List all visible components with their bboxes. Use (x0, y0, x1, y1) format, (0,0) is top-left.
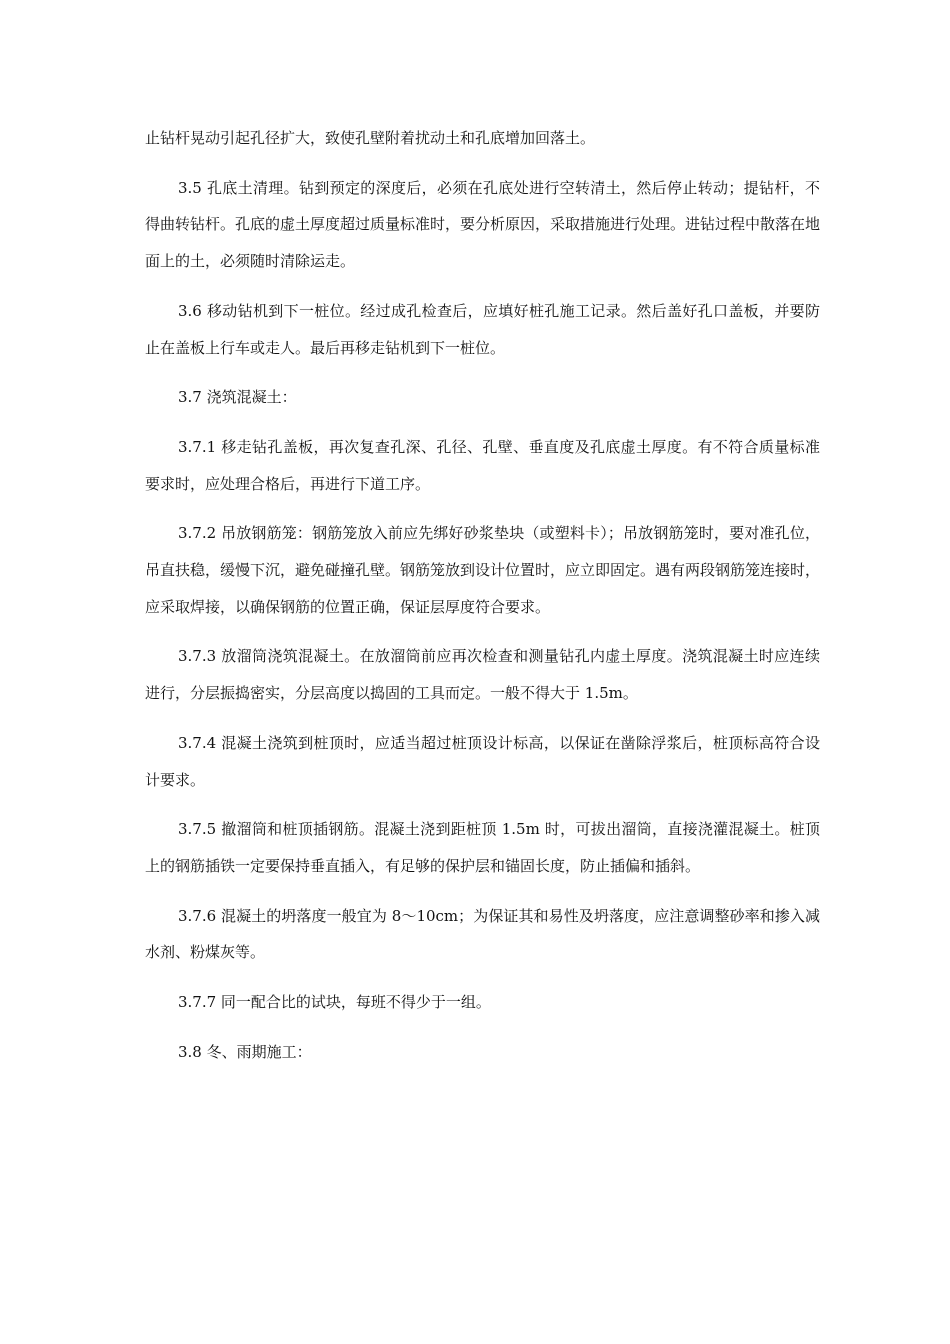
paragraph-continuation: 止钻杆晃动引起孔径扩大，致使孔壁附着扰动土和孔底增加回落土。 (145, 129, 596, 147)
paragraph-3-7-5: 3.7.5 撤溜筒和桩顶插钢筋。混凝土浇到距桩顶 1.5m 时，可拔出溜筒，直接浇灌混凝土。桩顶上的钢筋插铁一定要保持垂直插入，有足够的保护层和锚固长度，防止插偏和插斜。 (145, 820, 820, 875)
paragraph-3-7-7: 3.7.7 同一配合比的试块，每班不得少于一组。 (178, 993, 491, 1012)
paragraph-3-7: 3.7 浇筑混凝土： (178, 388, 297, 407)
paragraph-3-7-1: 3.7.1 移走钻孔盖板，再次复查孔深、孔径、孔壁、垂直度及孔底虚土厚度。有不符合质量标准要求时，应处理合格后，再进行下道工序。 (145, 437, 820, 493)
paragraph-3-7-4: 3.7.4 混凝土浇筑到桩顶时，应适当超过桩顶设计标高，以保证在凿除浮浆后，桩顶标高符合设计要求。 (145, 733, 820, 789)
paragraph-3-7-2: 3.7.2 吊放钢筋笼：钢筋笼放入前应先绑好砂浆垫块（或塑料卡）；吊放钢筋笼时，要对准孔位，吊直扶稳，缓慢下沉，避免碰撞孔壁。钢筋笼放到设计位置时，应立即固定。遇有两段钢筋笼连接时，应采取焊接，以确保钢筋的位置正确，保证层厚度符合要求。 (145, 524, 821, 616)
paragraph-3-7-6: 3.7.6 混凝土的坍落度一般宜为 8～10cm；为保证其和易性及坍落度，应注意调整砂率和掺入减水剂、粉煤灰等。 (145, 906, 820, 962)
document-body (145, 120, 820, 1083)
paragraph-3-6: 3.6 移动钻机到下一桩位。经过成孔检查后，应填好桩孔施工记录。然后盖好孔口盖板，并要防止在盖板上行车或走人。最后再移走钻机到下一桩位。 (145, 301, 820, 357)
paragraph-3-5: 3.5 孔底土清理。钻到预定的深度后，必须在孔底处进行空转清土，然后停止转动；提钻杆，不得曲转钻杆。孔底的虚土厚度超过质量标准时，要分析原因，采取措施进行处理。进钻过程中散落在地面上的土，必须随时清除运走。 (145, 178, 821, 271)
paragraph-3-8: 3.8 冬、雨期施工： (178, 1042, 312, 1061)
paragraph-3-7-3: 3.7.3 放溜筒浇筑混凝土。在放溜筒前应再次检查和测量钻孔内虚土厚度。浇筑混凝土时应连续进行，分层振捣密实，分层高度以捣固的工具而定。一般不得大于 1.5m。 (145, 647, 820, 703)
